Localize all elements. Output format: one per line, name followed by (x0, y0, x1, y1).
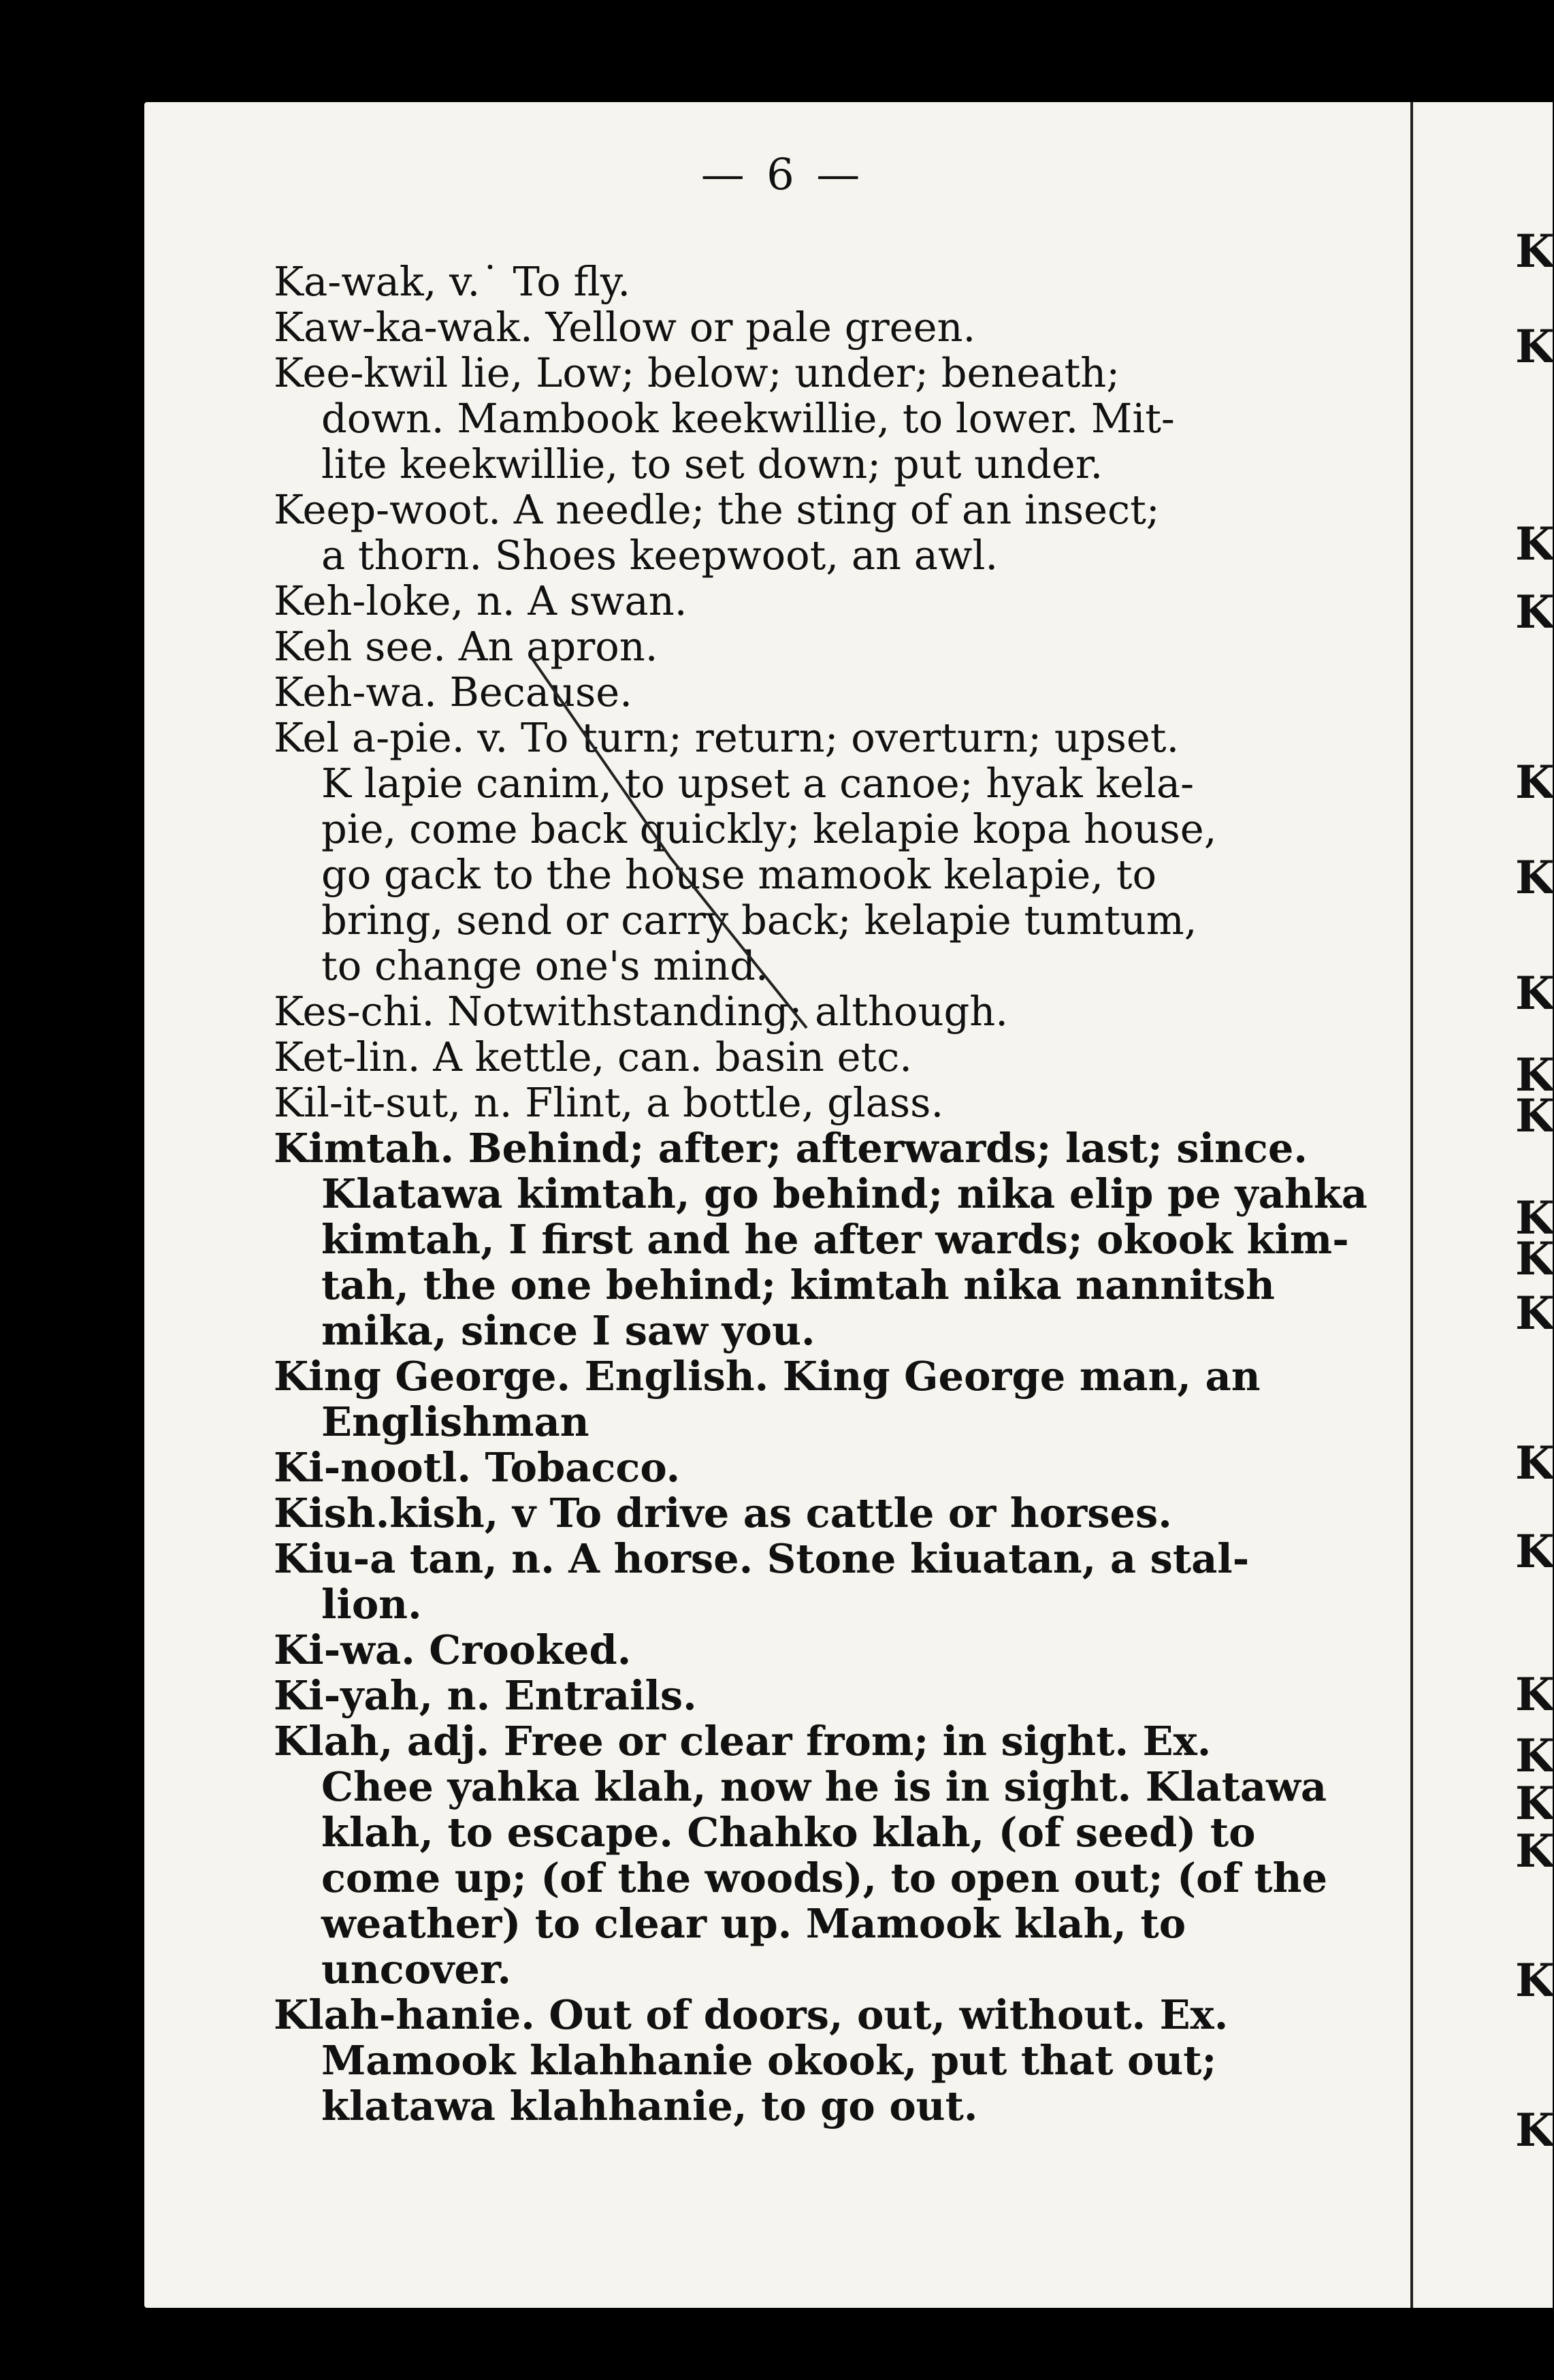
entry-continuation-line: klah, to escape. Chahko klah, (of seed) to (321, 1809, 1256, 1856)
entry-continuation-line: go gack to the house mamook kelapie, to (321, 851, 1156, 898)
entry-headword-line: Ki-wa. Crooked. (274, 1626, 632, 1673)
margin-letter: K (1515, 1824, 1554, 1878)
entry-headword-line: Kes-chi. Notwithstanding; although. (274, 988, 1008, 1035)
margin-letter: K (1515, 320, 1554, 373)
entry-headword-line: Keep-woot. A needle; the sting of an insect; (274, 486, 1160, 533)
margin-letter: K (1515, 1668, 1554, 1721)
entry-headword-line: Kel a-pie. v. To turn; return; overturn; upset. (274, 714, 1180, 761)
entry-continuation-line: Englishman (321, 1398, 589, 1445)
entry-continuation-line: klatawa klahhanie, to go out. (321, 2082, 978, 2129)
dictionary-entry (274, 304, 1336, 350)
dictionary-entry (274, 487, 1336, 578)
entry-continuation-line: Mamook klahhanie okook, put that out; (321, 2037, 1217, 2084)
entry-continuation-line: a thorn. Shoes keepwoot, an awl. (321, 532, 999, 579)
dictionary-entry (274, 669, 1336, 715)
entry-headword-line: Kish.kish, v To drive as cattle or horses. (274, 1490, 1172, 1537)
margin-letter: K (1515, 1191, 1554, 1244)
entry-headword-line: Ka-wak, v.˙ To fly. (274, 258, 631, 305)
entry-headword-line: Klah, adj. Free or clear from; in sight. Ex. (274, 1718, 1212, 1765)
margin-letter: K (1515, 225, 1554, 278)
entry-headword-line: Ket-lin. A kettle, can. basin etc. (274, 1033, 913, 1080)
entry-continuation-line: Klatawa kimtah, go behind; nika elip pe yahka (321, 1170, 1367, 1217)
margin-letter: K (1515, 1232, 1554, 1285)
dictionary-entry (274, 988, 1336, 1034)
entry-continuation-line: uncover. (321, 1946, 512, 1993)
entry-continuation-line: down. Mambook keekwillie, to lower. Mit- (321, 395, 1175, 442)
margin-letter: K (1515, 1954, 1554, 2007)
entry-continuation-line: bring, send or carry back; kelapie tumtum, (321, 897, 1197, 944)
dictionary-entries (274, 258, 1367, 2129)
entry-headword-line: Kee-kwil lie, Low; below; under; beneath; (274, 349, 1120, 396)
margin-letter: K (1515, 2104, 1554, 2157)
entry-continuation-line: mika, since I saw you. (321, 1307, 815, 1354)
margin-letter: K (1515, 1089, 1554, 1142)
dictionary-entry (274, 1718, 1336, 1992)
entry-headword-line: Kaw-ka-wak. Yellow or pale green. (274, 304, 976, 351)
margin-letter: K (1515, 1436, 1554, 1490)
page (144, 102, 1421, 2308)
margin-letter: K (1515, 585, 1554, 639)
entry-continuation-line: lion. (321, 1581, 422, 1628)
margin-letter: K (1515, 1777, 1554, 1830)
dictionary-entry (274, 1673, 1336, 1718)
dictionary-entry (274, 1445, 1336, 1490)
entry-headword-line: Kiu-a tan, n. A horse. Stone kiuatan, a stal- (274, 1535, 1250, 1582)
dictionary-entry (274, 1536, 1336, 1627)
dictionary-entry (274, 1490, 1336, 1536)
entry-continuation-line: pie, come back quickly; kelapie kopa house, (321, 805, 1217, 852)
dictionary-entry (274, 259, 1336, 304)
entry-continuation-line: K lapie canim, to upset a canoe; hyak kela- (321, 760, 1195, 807)
page-number: — 6 — (700, 150, 864, 200)
margin-letter: K (1515, 1729, 1554, 1782)
dictionary-entry (274, 1080, 1336, 1125)
margin-letter: K (1515, 756, 1554, 809)
entry-continuation-line: kimtah, I first and he after wards; okook kim- (321, 1216, 1349, 1263)
entry-headword-line: Keh see. An apron. (274, 623, 658, 670)
entry-headword-line: Kil-it-sut, n. Flint, a bottle, glass. (274, 1079, 944, 1126)
dictionary-entry (274, 1353, 1336, 1445)
margin-letter: K (1515, 1287, 1554, 1340)
entry-headword-line: Keh-wa. Because. (274, 669, 632, 715)
margin-letter: K (1515, 517, 1554, 570)
dictionary-entry (274, 624, 1336, 669)
entry-continuation-line: to change one's mind. (321, 942, 768, 989)
entry-continuation-line: come up; (of the woods), to open out; (of the (321, 1854, 1328, 1901)
dictionary-entry (274, 715, 1336, 988)
entry-headword-line: Keh-loke, n. A swan. (274, 577, 687, 624)
margin-letter: K (1515, 1525, 1554, 1578)
dictionary-entry (274, 1992, 1336, 2129)
margin-letter: K (1515, 851, 1554, 904)
margin-letter: K (1515, 967, 1554, 1020)
dictionary-entry (274, 1034, 1336, 1080)
entry-headword-line: Ki-nootl. Tobacco. (274, 1444, 681, 1491)
dictionary-entry (274, 1627, 1336, 1673)
entry-continuation-line: weather) to clear up. Mamook klah, to (321, 1900, 1186, 1947)
adjacent-page-edge (1410, 102, 1553, 2308)
entry-headword-line: Ki-yah, n. Entrails. (274, 1672, 697, 1719)
entry-headword-line: Kimtah. Behind; after; afterwards; last; since. (274, 1125, 1308, 1172)
dictionary-entry (274, 350, 1336, 487)
entry-headword-line: King George. English. King George man, an (274, 1353, 1261, 1400)
dictionary-entry (274, 578, 1336, 624)
entry-headword-line: Klah-hanie. Out of doors, out, without. Ex. (274, 1991, 1229, 2038)
entry-continuation-line: Chee yahka klah, now he is in sight. Klatawa (321, 1763, 1327, 1810)
entry-continuation-line: tah, the one behind; kimtah nika nannitsh (321, 1261, 1275, 1308)
entry-continuation-line: lite keekwillie, to set down; put under. (321, 440, 1103, 487)
margin-letter: K (1515, 1048, 1554, 1101)
dictionary-entry (274, 1125, 1367, 1354)
